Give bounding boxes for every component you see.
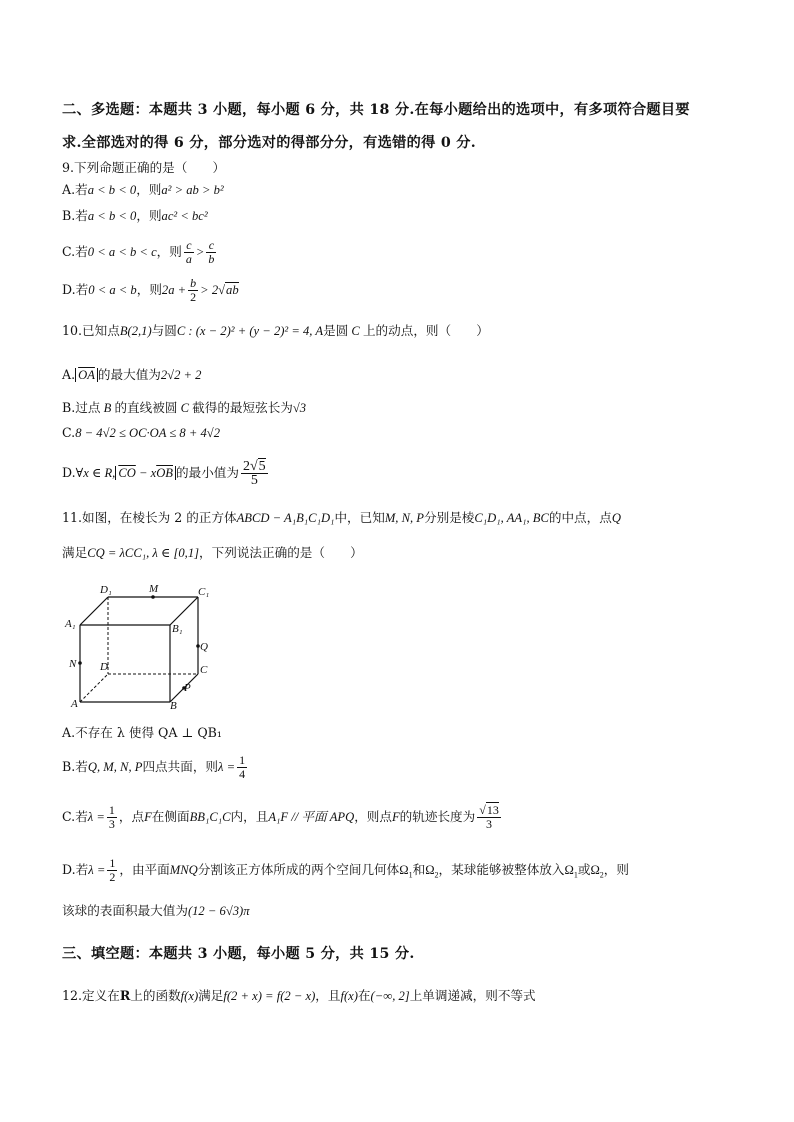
q10-d-quant: ∀x ∈ R,	[75, 466, 116, 480]
q9-stem: 9.下列命题正确的是（ ）	[62, 160, 226, 175]
fraction-1-over-4: $\frac{1}{4}$	[239, 753, 246, 781]
point-m	[151, 595, 155, 599]
q9-b-mid: ，则	[136, 208, 162, 223]
q9-a-mid: ，则	[136, 182, 162, 197]
q11-stem-line1	[62, 509, 621, 527]
q10-b-text3: 截得的最短弦长为	[192, 400, 293, 415]
q12-p4: ，且	[315, 988, 341, 1003]
q11-d-t2: 和	[412, 862, 426, 877]
q10-option-d: D.∀x ∈ R, $\overline{CO} - x\overline{OB}$ 的最小值为 $\frac{2√5}{5}$	[62, 459, 266, 488]
q10-stem: 10.已知点B(2,1)与圆C : (x − 2)² + (y − 2)² = 4, A是圆 C 上的动点，则（ ）	[62, 323, 489, 338]
q11-option-d: D.若λ = $\frac{1}{2}$ ，由平面MNQ分割该正方体所成的两个空间几何体$\Omega_1$和$\Omega_2$，某球能够被整体放入$\Omega_1$或$\Omega_2$，则	[62, 856, 629, 884]
q9-d-label: D.若	[62, 282, 89, 297]
q11-p5: 满足	[62, 545, 88, 560]
q11-stem-line2	[62, 544, 363, 562]
q12-interval: (−∞, 2]	[370, 989, 410, 1003]
q10-t2: 是圆	[323, 323, 349, 338]
q11-q: Q	[611, 511, 621, 525]
q11-p6: ，下列说法正确的是（ ）	[199, 545, 363, 560]
q9-c-mid: ，则	[156, 244, 182, 259]
q12-fx: f(x)	[180, 989, 199, 1003]
q10-c-expr: 8 − 4√2 ≤ OC·OA ≤ 8 + 4√2	[75, 426, 221, 440]
q11-b-mid: 四点共面，则	[142, 759, 218, 774]
q10-option-b: B.过点 B 的直线被圆 C 截得的最短弦长为√3	[62, 400, 307, 415]
edge-b1c1	[170, 597, 198, 625]
q11-p2: 中，已知	[334, 510, 385, 525]
q9-d-mid: ，则	[136, 282, 162, 297]
q9-option-a	[62, 181, 224, 199]
q11-option-d-line2	[62, 902, 250, 920]
label-m: M	[149, 583, 159, 595]
fraction-2sqrt5-over-5: $\frac{2√5}{5}$	[242, 459, 266, 488]
fraction-1-over-3: $\frac{1}{3}$	[108, 803, 115, 831]
cube-figure	[60, 578, 220, 710]
q11-d-val: (12 − 6√3)π	[187, 904, 250, 918]
label-q: Q	[200, 641, 208, 653]
q11-edges: C₁D₁, AA₁, BC	[474, 511, 549, 525]
q9-d-cond: 0 < a < b	[88, 283, 137, 297]
label-a1: A₁	[65, 618, 76, 630]
q12-p2: 上的函数	[130, 988, 181, 1003]
q11-d-line2: 该球的表面积最大值为	[62, 903, 188, 918]
q9-c-cond: 0 < a < b < c	[87, 245, 157, 259]
q11-c-pre: C.若	[62, 809, 88, 824]
q10-d-label: D.	[62, 465, 76, 480]
q11-b-pre: B.若	[62, 759, 88, 774]
q12-r: R	[119, 988, 131, 1003]
q9-option-d: D.若0 < a < b，则2a + $\frac{b}{2}$ > 2√ab	[62, 276, 239, 304]
q11-option-b: B.若Q, M, N, P四点共面，则λ = $\frac{1}{4}$	[62, 753, 246, 781]
q12-p1: 12.定义在	[62, 988, 120, 1003]
q10-c-label: C.	[62, 425, 76, 440]
q9-a-cond: a < b < 0	[87, 183, 137, 197]
q11-p3: 分别是棱	[424, 510, 475, 525]
q12-p3: 满足	[198, 988, 224, 1003]
q11-c-face: BB₁C₁C	[189, 810, 231, 824]
q11-option-a: A.不存在 λ 使得 QA ⊥ QB₁	[62, 725, 222, 740]
q11-p4: 的中点，点	[548, 510, 612, 525]
q11-c-t4: 的轨迹长度为	[399, 809, 476, 824]
label-d: D	[100, 661, 108, 673]
label-d1: D₁	[100, 584, 112, 596]
q11-c-t1: 在侧面	[151, 809, 190, 824]
q11-c-mid: ，点	[118, 809, 145, 824]
q9-a-label: A.若	[62, 182, 88, 197]
q10-a-text: 的最大值为	[97, 367, 161, 382]
q11-c-f: F	[144, 810, 152, 824]
q11-mnp: M, N, P	[384, 511, 424, 525]
q10-t3: 上的动点，则（ ）	[362, 323, 489, 338]
q10-a-val: 2√2 + 2	[160, 368, 202, 382]
fraction-c-over-a: $\frac{c}{a}$	[185, 238, 192, 266]
q10-b-text: B.过点	[62, 400, 101, 415]
q10-option-a: A. $\overline{OA}$ 的最大值为2√2 + 2	[62, 367, 202, 382]
q12-p6: 上单调递减，则不等式	[409, 988, 536, 1003]
label-b: B	[170, 700, 177, 710]
q11-cube: ABCD − A₁B₁C₁D₁	[236, 511, 335, 525]
q11-d-mid: ，由平面	[119, 862, 170, 877]
edge-a1d1	[80, 597, 108, 625]
section3-title: 三、填空题：本题共 3 小题，每小题 5 分，共 15 分.	[62, 946, 415, 962]
q12-eq: f(2 + x) = f(2 − x)	[223, 989, 316, 1003]
fraction-c-over-b: $\frac{c}{b}$	[208, 238, 215, 266]
label-b1: B₁	[172, 623, 183, 635]
q9-b-label: B.若	[62, 208, 88, 223]
q9-c-label: C.若	[62, 244, 88, 259]
q11-option-c: C.若λ = $\frac{1}{3}$ ，点F在侧面BB₁C₁C内，且A₁F // 平面 APQ，则点F的轨迹长度为 $\frac{√13}{3}$	[62, 803, 499, 831]
q12-p5: 在	[357, 988, 371, 1003]
q9-a-concl: a² > ab > b²	[161, 183, 224, 197]
q10-option-c	[62, 424, 220, 442]
q10-b-val: √3	[292, 401, 307, 415]
q10-t1: 与圆	[151, 323, 177, 338]
label-c1: C₁	[198, 586, 210, 598]
fraction-sqrt13-over-3: $\frac{√13}{3}$	[479, 803, 499, 831]
q11-d-t1: 分割该正方体所成的两个空间几何体	[197, 862, 400, 877]
q11-rel: CQ = λCC₁, λ ∈ [0,1]	[87, 546, 200, 560]
section2-title: 二、多选题：本题共 3 小题，每小题 6 分，共 18 分.在每小题给出的选项中，有多项符合题目要	[62, 102, 690, 118]
fraction-b-over-2: $\frac{b}{2}$	[190, 276, 197, 304]
q9-option-c: C.若0 < a < b < c，则 $\frac{c}{a}$ > $\frac{c}{b}$	[62, 238, 215, 266]
label-n: N	[69, 658, 77, 670]
q12-stem: 12.定义在R上的函数f(x)满足f(2 + x) = f(2 − x)，且f(x)在(−∞, 2]上单调递减，则不等式	[62, 988, 536, 1003]
q11-d-t4: 或	[577, 862, 591, 877]
fraction-1-over-2: $\frac{1}{2}$	[109, 856, 116, 884]
q9-b-concl: ac² < bc²	[161, 209, 208, 223]
q10-d-text: 的最小值为	[176, 465, 239, 480]
q11-c-t2: 内，且	[230, 809, 269, 824]
q9-b-cond: a < b < 0	[87, 209, 137, 223]
label-c: C	[200, 664, 208, 676]
q10-a-label: A.	[62, 367, 76, 382]
q11-d-pre: D.若	[62, 862, 89, 877]
q10-point: B(2,1)	[119, 324, 152, 338]
label-a: A	[71, 698, 78, 710]
q11-d-plane: MNQ	[169, 863, 198, 877]
q11-p1: 11.如图，在棱长为 2 的正方体	[62, 510, 237, 525]
q9-option-b	[62, 207, 208, 225]
edge-ad-hidden	[80, 674, 108, 702]
q10-circle: C : (x − 2)² + (y − 2)² = 4, A	[176, 324, 324, 338]
q10-prefix: 10.已知点	[62, 323, 120, 338]
q11-c-t3: ，则点	[354, 809, 392, 824]
q11-b-pts: Q, M, N, P	[87, 760, 143, 774]
q11-c-par: A₁F // 平面 APQ	[268, 810, 355, 824]
section2-title-cont: 求.全部选对的得 6 分，部分选对的得部分分，有选错的得 0 分.	[62, 135, 476, 151]
label-p: P	[184, 682, 191, 694]
q10-b-text2: 的直线被圆	[114, 400, 178, 415]
point-n	[78, 661, 82, 665]
q11-d-t5: ，则	[603, 862, 629, 877]
q11-d-t3: ，某球能够被整体放入	[438, 862, 565, 877]
